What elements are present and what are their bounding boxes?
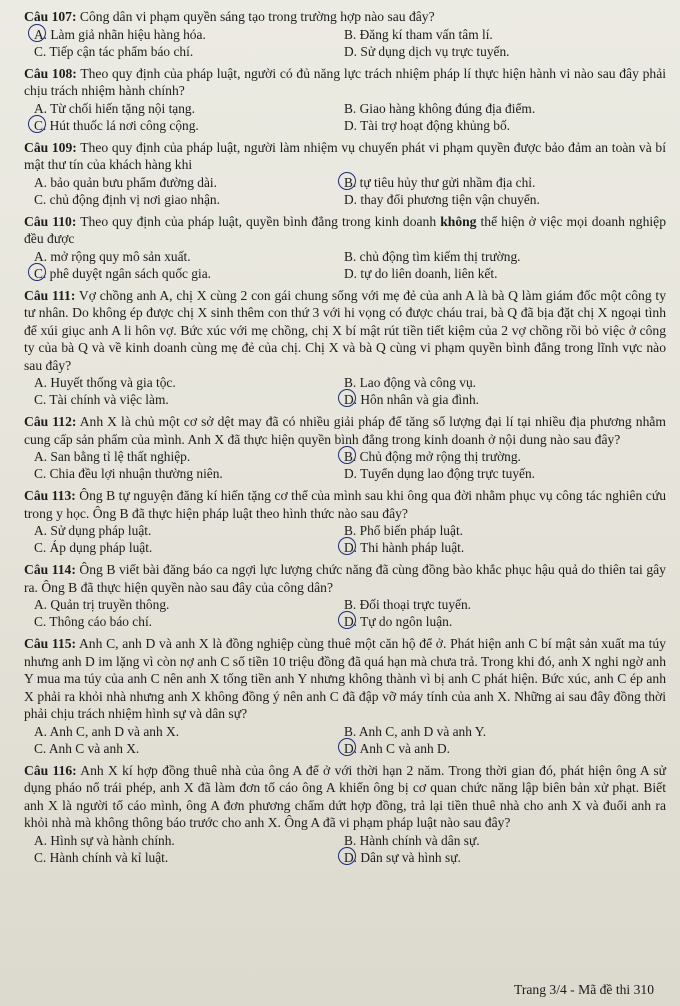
answer-option [34, 174, 344, 191]
answer-option [344, 740, 666, 757]
answer-option [344, 391, 666, 408]
answer-option-label: A. San bằng tỉ lệ thất nghiệp. [34, 449, 191, 464]
answer-option [34, 465, 344, 482]
answer-option-label: C. Hút thuốc lá nơi công cộng. [34, 117, 199, 133]
circled-answer-mark [338, 172, 356, 190]
question-stem [24, 287, 666, 375]
answer-option [344, 100, 666, 117]
question-number: Câu 116: [24, 762, 77, 778]
answer-options [24, 522, 666, 556]
answer-option [34, 613, 344, 630]
answer-option-label: B. chủ động tìm kiếm thị trường. [344, 248, 521, 264]
answer-option-label: B. Anh C, anh D và anh Y. [344, 723, 487, 739]
answer-option [34, 522, 344, 539]
answer-option-label: B. Phổ biến pháp luật. [344, 523, 464, 538]
answer-option [344, 26, 666, 43]
answer-option-label: A. Sử dụng pháp luật. [34, 523, 152, 538]
circled-answer-mark [338, 389, 356, 407]
answer-options [24, 374, 666, 408]
answer-option [344, 248, 666, 265]
question-text: Ông B viết bài đăng báo ca ngợi lực lượng chức năng đã cùng đồng bào khắc phục hậu quả do thiên tai gây ra. Ông B đã thực hiện quyền nào sau đây của công dân? [24, 562, 666, 595]
question-number: Câu 109: [24, 139, 77, 155]
page-footer: Trang 3/4 - Mã đề thi 310 [514, 982, 654, 997]
circled-answer-mark [28, 24, 46, 42]
question [24, 487, 666, 556]
question-text: Theo quy định của pháp luật, quyền bình đẳng trong kinh doanh [80, 213, 441, 229]
question-stem [24, 561, 666, 596]
answer-option [344, 117, 666, 134]
answer-option [34, 191, 344, 208]
answer-option-label: D. Hôn nhân và gia đình. [344, 392, 479, 407]
answer-option [344, 522, 666, 539]
answer-option-label: B. Lao động và công vụ. [344, 375, 477, 390]
answer-options [24, 832, 666, 866]
answer-options [24, 248, 666, 282]
answer-option-label: C. Thông cáo báo chí. [34, 614, 153, 629]
answer-option [344, 191, 666, 208]
answer-option-label: C. phê duyệt ngân sách quốc gia. [34, 265, 212, 281]
answer-option [34, 43, 344, 60]
question-stem [24, 213, 666, 248]
answer-option [34, 448, 344, 465]
answer-option [344, 448, 666, 465]
answer-option-label: C. Hành chính và kỉ luật. [34, 849, 169, 865]
answer-option [34, 265, 344, 282]
answer-option-label: A. bảo quản bưu phẩm đường dài. [34, 174, 217, 190]
answer-option-label: D. Anh C và anh D. [344, 740, 450, 756]
question-stem [24, 8, 666, 26]
question-stem [24, 65, 666, 100]
answer-options [24, 448, 666, 482]
answer-option-label: B. Giao hàng không đúng địa điểm. [344, 100, 536, 116]
answer-option [344, 539, 666, 556]
answer-option-label: D. Dân sự và hình sự. [344, 849, 461, 865]
question-number: Câu 110: [24, 213, 77, 229]
answer-option [34, 539, 344, 556]
answer-option [344, 832, 666, 849]
question [24, 413, 666, 482]
answer-option [344, 849, 666, 866]
answer-option-label: A. Anh C, anh D và anh X. [34, 723, 180, 739]
question-stem [24, 413, 666, 448]
question-number: Câu 108: [24, 65, 77, 81]
question-number: Câu 115: [24, 636, 77, 651]
answer-option [34, 374, 344, 391]
answer-option [344, 596, 666, 613]
answer-option [344, 723, 666, 740]
answer-option-label: C. Chia đều lợi nhuận thường niên. [34, 466, 223, 481]
circled-answer-mark [338, 738, 356, 756]
question-stem [24, 487, 666, 522]
answer-option-label: C. Anh C và anh X. [34, 740, 140, 756]
answer-option-label: B. Đăng kí tham vấn tâm lí. [344, 26, 493, 42]
answer-option-label: A. Huyết thống và gia tộc. [34, 375, 176, 390]
question-text: Công dân vi phạm quyền sáng tạo trong trường hợp nào sau đây? [79, 9, 435, 24]
answer-option [34, 596, 344, 613]
question [24, 65, 666, 134]
circled-answer-mark [338, 611, 356, 629]
answer-option-label: A. Quản trị truyền thông. [34, 597, 170, 612]
question-text: Theo quy định của pháp luật, người làm nhiệm vụ chuyển phát vi phạm quyền được bảo đảm an toàn và bí mật thư tín của khách hàng khi [24, 139, 666, 172]
question-text: Anh X kí hợp đồng thuê nhà của ông A để ở với thời hạn 2 năm. Trong thời gian đó, phát hiện ông A sử dụng pháo nổ trái phép, anh X đã làm đơn tố cáo ông A khiến ông bị cơ quan chức năng lập biên bản xử phạt. Biết anh X là người tố cáo mình, ông A đơn phương chấm dứt hợp đồng, trả lại tiền thuê nhà cho anh X và đuổi anh ra khỏi nhà mà không thông báo trước cho anh X. Ông A đã vi phạm pháp luật nào sau đây? [24, 762, 666, 830]
answer-option [344, 265, 666, 282]
answer-option-label: D. thay đổi phương tiện vận chuyển. [344, 191, 540, 207]
answer-option-label: C. Tiếp cận tác phẩm báo chí. [34, 43, 194, 59]
circled-answer-mark [28, 115, 46, 133]
answer-option-label: D. Tài trợ hoạt động khủng bố. [344, 117, 511, 133]
answer-option-label: B. Chủ động mở rộng thị trường. [344, 449, 521, 464]
question [24, 561, 666, 630]
answer-option-label: A. Làm giả nhãn hiệu hàng hóa. [34, 26, 206, 42]
answer-options [24, 26, 666, 60]
question-text: Anh C, anh D và anh X là đồng nghiệp cùng thuê một căn hộ để ở. Phát hiện anh C bí mật sản xuất ma túy nhưng anh D im lặng vì còn nợ anh C số tiền 10 triệu đồng đã quá hạn mà chưa trả. Trong khi đó, anh X nghi ngờ anh Y mua ma túy của anh C nên anh X tống tiền anh Y nhưng không thành vì bị anh C phát hiện. Bức xúc, anh C ép anh X phải ra khỏi nhà nhưng anh X không đồng ý nên anh C đã đập vỡ máy tính của anh X. Những ai sau đây đồng thời phải chịu trách nhiệm hình sự và dân sự? [24, 636, 666, 721]
question-stem [24, 762, 666, 832]
question-stem [24, 139, 666, 174]
circled-answer-mark [338, 537, 356, 555]
question-keyword: không [440, 213, 477, 229]
answer-option-label: D. tự do liên doanh, liên kết. [344, 265, 498, 281]
circled-answer-mark [338, 847, 356, 865]
answer-option [34, 100, 344, 117]
question-text: Anh X là chủ một cơ sở dệt may đã có nhiều giải pháp để tăng số lượng đại lí tại nhiều địa phương nhằm cung cấp sản phẩm của mình. Anh X đã thực hiện quyền bình đẳng trong kinh doanh ở nội dung nào sau đây? [24, 414, 666, 447]
answer-option-label: B. tự tiêu hủy thư gửi nhầm địa chỉ. [344, 174, 536, 190]
answer-options [24, 596, 666, 630]
answer-option-label: A. mở rộng quy mô sản xuất. [34, 248, 191, 264]
question-text: thể hiện ở việc mọi doanh nghiệp đều được [24, 213, 667, 246]
answer-option-label: C. Áp dụng pháp luật. [34, 540, 153, 555]
answer-option [344, 43, 666, 60]
question-list [24, 8, 666, 866]
question [24, 287, 666, 409]
answer-option [344, 174, 666, 191]
answer-option-label: C. Tài chính và việc làm. [34, 392, 169, 407]
answer-option-label: D. Tự do ngôn luận. [344, 614, 453, 629]
answer-option [34, 117, 344, 134]
answer-option [34, 26, 344, 43]
answer-option [34, 248, 344, 265]
answer-option-label: D. Sử dụng dịch vụ trực tuyến. [344, 43, 510, 59]
question-text: Theo quy định của pháp luật, người có đủ năng lực trách nhiệm pháp lí thực hiện hành vi nào sau đây phải chịu trách nhiệm hành chính? [24, 65, 667, 98]
circled-answer-mark [338, 446, 356, 464]
answer-option-label: B. Hành chính và dân sự. [344, 832, 480, 848]
question-number: Câu 113: [24, 488, 76, 503]
question [24, 213, 666, 282]
answer-option-label: A. Hình sự và hành chính. [34, 832, 175, 848]
answer-options [24, 723, 666, 757]
answer-option-label: D. Tuyển dụng lao động trực tuyến. [344, 466, 535, 481]
question [24, 635, 666, 757]
question-number: Câu 112: [24, 414, 77, 429]
question-number: Câu 111: [24, 287, 76, 303]
answer-option [34, 832, 344, 849]
answer-option [344, 374, 666, 391]
answer-options [24, 100, 666, 134]
answer-option [34, 723, 344, 740]
question-number: Câu 107: [24, 9, 77, 24]
question-text: Vợ chồng anh A, chị X cùng 2 con gái chung sống với mẹ đẻ của anh A là bà Q làm giám đốc một công ty tư nhân. Do không ép được chị X sinh thêm con thứ 3 với hi vọng có được cháu trai, bà Q đã bịa đặt chị X ngoại tình để xúi giục anh A li hôn vợ. Bức xúc với mẹ chồng, chị X bí mật rút tiền tiết kiệm của 2 vợ chồng rồi bỏ việc ở công ty của bà Q và về kinh doanh cùng mẹ đẻ của chị. Chị X và bà Q cùng vi phạm quyền bình đẳng trong lĩnh vực nào sau đây? [24, 287, 666, 373]
answer-option-label: C. chủ động định vị nơi giao nhận. [34, 191, 220, 207]
question-text: Ông B tự nguyện đăng kí hiến tặng cơ thể của mình sau khi ông qua đời nhằm phục vụ công tác nghiên cứu trong y học. Ông B đã thực hiện pháp luật theo hình thức nào sau đây? [24, 488, 666, 521]
answer-options [24, 174, 666, 208]
answer-option [34, 849, 344, 866]
question [24, 139, 666, 208]
answer-option-label: B. Đối thoại trực tuyến. [344, 597, 472, 612]
answer-option-label: A. Từ chối hiến tặng nội tạng. [34, 100, 195, 116]
answer-option [34, 391, 344, 408]
answer-option [344, 465, 666, 482]
question-number: Câu 114: [24, 562, 76, 577]
circled-answer-mark [28, 263, 46, 281]
question [24, 762, 666, 866]
question-stem [24, 635, 666, 723]
answer-option [34, 740, 344, 757]
question [24, 8, 666, 60]
answer-option-label: D. Thi hành pháp luật. [344, 540, 465, 555]
answer-option [344, 613, 666, 630]
